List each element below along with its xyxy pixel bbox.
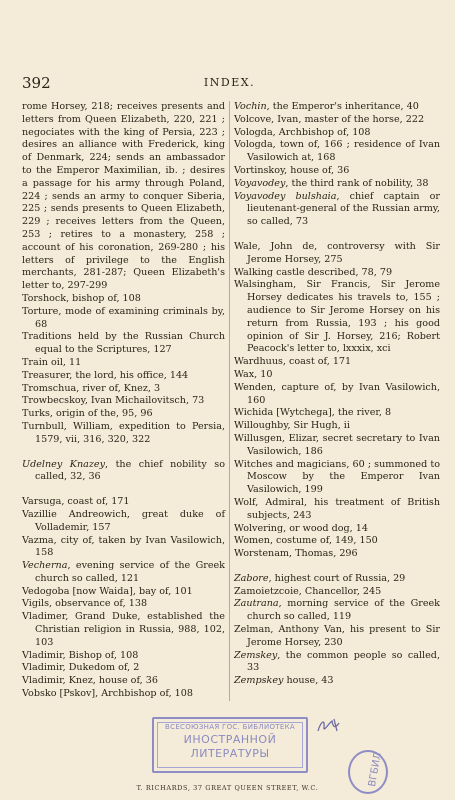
round-stamp-text: ВГБИЛ (366, 751, 384, 788)
index-entry: Train oil, 11 (22, 356, 82, 368)
index-entry: Voyavodey, the third rank of nobility, 38 (234, 177, 429, 189)
index-entry: Zelman, Anthony Van, his present to Sir Jerome Horsey, 230 (234, 624, 440, 648)
column-divider (229, 101, 230, 701)
page-number: 392 (22, 74, 51, 92)
index-entry: Vladimer, Grand Duke, established the Christian religion in Russia, 988, 102, 103 (22, 611, 225, 648)
stamp-line-1: ВСЕСОЮЗНАЯ ГОС. БИБЛИОТЕКА (165, 723, 295, 731)
index-entry: Walsingham, Sir Francis, Sir Jerome Horsey dedicates his travels to, 155 ; audience to Sir Jerome Horsey on his return from Russia, 193 ; his good opinion of Sir J. Horsey, 216; Robert Peacock's letter to, lxxxix, xci (234, 279, 440, 355)
stamp-line-2: ИНОСТРАННОЙ (183, 733, 277, 746)
index-entry: Volcove, Ivan, master of the horse, 222 (234, 113, 425, 125)
index-entry: Women, costume of, 149, 150 (234, 535, 378, 547)
index-entry: Voyavodey bulshaia, chief captain or lieutenant-general of the Russian army, so called, 73 (234, 190, 440, 228)
library-stamp (152, 717, 308, 773)
index-entry: Vologda, town of, 166 ; residence of Ivan Vasilowich at, 168 (234, 139, 440, 164)
index-entry: Treasurer, the lord, his office, 144 (22, 369, 189, 381)
index-entry: Vobsko [Pskov], Archbishop of, 108 (22, 688, 193, 700)
index-entry: Vladimir, Bishop of, 108 (22, 649, 139, 661)
index-entry: Willusgen, Elizar, secret secretary to Ivan Vasilowich, 186 (234, 432, 440, 457)
index-entry: Willoughby, Sir Hugh, ii (234, 420, 350, 432)
index-column-right (234, 101, 440, 688)
index-entry: Wolf, Admiral, his treatment of British subjects, 243 (234, 496, 440, 521)
index-entry: Wolvering, or wood dog, 14 (234, 522, 368, 534)
index-entry: Udelney Knazey, the chief nobility so called, 32, 36 (22, 458, 225, 483)
index-entry: Vladimir, Knez, house of, 36 (22, 675, 158, 687)
index-entry: Zemskey, the common people so called, 33 (234, 649, 440, 674)
printer-imprint: T. RICHARDS, 37 GREAT QUEEN STREET, W.C. (136, 784, 319, 792)
index-entry: Vochin, the Emperor's inheritance, 40 (234, 101, 419, 112)
index-entry: Varsuga, coast of, 171 (22, 496, 130, 508)
stamp-line-3: ЛИТЕРАТУРЫ (190, 747, 270, 760)
index-entry: Vazma, city of, taken by Ivan Vasilowich, 158 (22, 534, 225, 559)
index-entry: rome Horsey, 218; receives presents and letters from Queen Elizabeth, 220, 221 ; negociates with the king of Persia, 223 ; desires an alliance with Frederick, king of Denmark, 224; sends an ambassador to the Emperor Maximilian, ib. ; desires a passage for his army through Poland, 224 ; sends an army to conquer Siberia, 225 ; sends presents to Queen Elizabeth, 229 ; receives letters from the Queen, 253 ; retires to a monastery, 258 ; account of his coronation, 269-280 ; his letters of privilege to the English merchants, 281-287; Queen Elizabeth's letter to, 297-299 (22, 101, 225, 292)
index-entry: Vecherna, evening service of the Greek church so called, 121 (22, 560, 225, 584)
index-entry: Zempskey house, 43 (234, 675, 334, 687)
index-entry: Vladimir, Dukedom of, 2 (22, 662, 140, 674)
index-entry: Wardhuus, coast of, 171 (234, 356, 352, 368)
index-entry: Walking castle described, 78, 79 (234, 266, 393, 278)
page-title: INDEX. (203, 76, 256, 89)
index-entry: Trowbecskoy, Ivan Michailovitsch, 73 (22, 395, 205, 407)
page-header (22, 74, 437, 94)
index-entry: Vologda, Archbishop of, 108 (234, 126, 371, 138)
index-entry: Vazillie Andreowich, great duke of Vollademir, 157 (22, 508, 225, 533)
index-entry: Vortinskoy, house of, 36 (234, 164, 350, 176)
index-entry: Turnbull, William, expedition to Persia, 1579, vii, 316, 320, 322 (22, 420, 225, 445)
index-entry: Vedogoba [now Waida], bay of, 101 (22, 585, 193, 597)
index-entry: Zabore, highest court of Russia, 29 (234, 572, 406, 584)
handwritten-signature (315, 715, 345, 737)
index-entry: Torshock, bishop of, 108 (22, 292, 141, 304)
index-entry: Wenden, capture of, by Ivan Vasilowich, 160 (234, 381, 440, 406)
index-entry: Vigils, observance of, 138 (22, 598, 148, 610)
index-entry: Wax, 10 (234, 368, 273, 380)
index-entry: Worstenam, Thomas, 296 (234, 548, 358, 560)
index-entry: Torture, mode of examining criminals by, 68 (22, 305, 225, 330)
library-stamp-border (157, 722, 303, 768)
index-entry: Wichida [Wytchega], the river, 8 (234, 407, 392, 419)
index-column-left (22, 101, 225, 701)
index-entry: Witches and magicians, 60 ; summoned to Moscow by the Emperor Ivan Vasilowich, 199 (234, 458, 440, 496)
index-entry: Zamoietzcoie, Chancellor, 245 (234, 585, 382, 597)
index-entry: Turks, origin of the, 95, 96 (22, 408, 153, 420)
index-entry: Traditions held by the Russian Church equal to the Scriptures, 127 (22, 331, 225, 356)
index-entry: Tromschua, river of, Knez, 3 (22, 382, 161, 394)
index-entry: Zautrana, morning service of the Greek church so called, 119 (234, 598, 440, 623)
index-entry: Wale, John de, controversy with Sir Jerome Horsey, 275 (234, 240, 440, 265)
